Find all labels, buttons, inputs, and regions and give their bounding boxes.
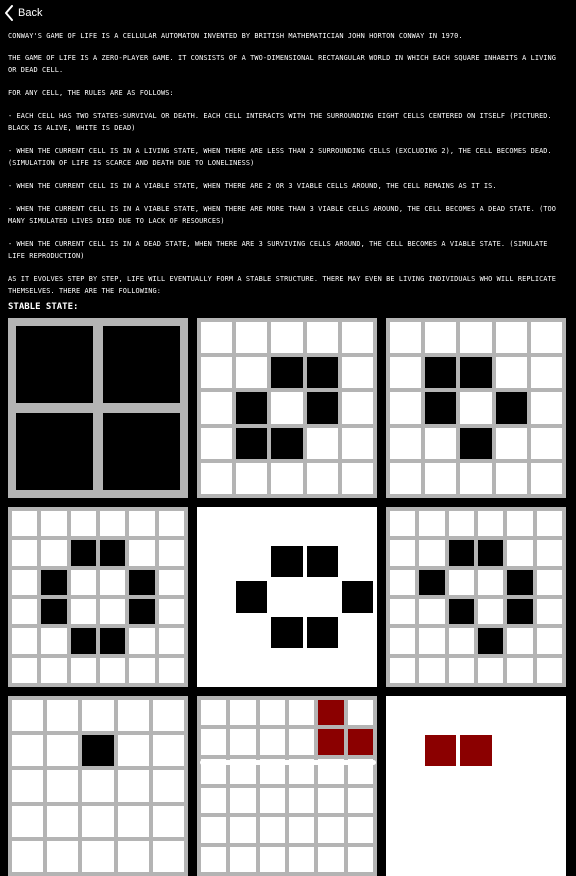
dead-cell	[496, 841, 527, 872]
dead-cell	[129, 628, 154, 653]
dead-cell	[159, 628, 184, 653]
dead-cell	[260, 729, 285, 754]
dead-cell	[289, 847, 314, 872]
dead-cell	[507, 658, 532, 683]
section-heading-stable: STABLE STATE:	[8, 302, 79, 312]
dead-cell	[390, 806, 421, 837]
dead-cell	[342, 652, 373, 683]
pattern-card-boat-1[interactable]	[197, 318, 377, 498]
dead-cell	[12, 511, 37, 536]
highlight-cell	[318, 729, 343, 754]
alive-cell	[271, 546, 302, 577]
alive-cell	[103, 326, 180, 403]
dead-cell	[348, 788, 373, 813]
dead-cell	[153, 770, 184, 801]
dead-cell	[12, 841, 43, 872]
pattern-card-block[interactable]	[8, 318, 188, 498]
pattern-card-loaf[interactable]	[386, 507, 566, 687]
dead-cell	[460, 770, 491, 801]
dead-cell	[82, 770, 113, 801]
alive-cell	[307, 546, 338, 577]
cell-grid	[386, 507, 566, 687]
paragraph-rule-overcrowd: - WHEN THE CURRENT CELL IS IN A VIABLE STATE, WHEN THERE ARE MORE THAN 3 VIABLE CELLS AROUND, THE CELL BECOMES A DEAD STATE. (TOO MANY SIMULATED LIVES DIED DUE TO LACK OF RESOURCES)	[8, 205, 561, 225]
dead-cell	[307, 463, 338, 494]
dead-cell	[71, 570, 96, 595]
dead-cell	[348, 847, 373, 872]
dead-cell	[390, 658, 415, 683]
dead-cell	[12, 540, 37, 565]
dead-cell	[236, 463, 267, 494]
dead-cell	[531, 806, 562, 837]
dead-cell	[41, 628, 66, 653]
dead-cell	[390, 841, 421, 872]
dead-cell	[390, 428, 421, 459]
cell-grid	[8, 696, 188, 876]
alive-cell	[307, 617, 338, 648]
dead-cell	[425, 841, 456, 872]
alive-cell	[41, 599, 66, 624]
dead-cell	[478, 570, 503, 595]
dead-cell	[118, 841, 149, 872]
dead-cell	[230, 847, 255, 872]
dead-cell	[425, 322, 456, 353]
dead-cell	[230, 817, 255, 842]
dead-cell	[390, 628, 415, 653]
top-bar	[0, 0, 576, 26]
dead-cell	[236, 322, 267, 353]
dead-cell	[271, 652, 302, 683]
dead-cell	[260, 788, 285, 813]
dead-cell	[307, 322, 338, 353]
dead-cell	[531, 841, 562, 872]
alive-cell	[342, 581, 373, 612]
dead-cell	[118, 700, 149, 731]
dead-cell	[153, 700, 184, 731]
dead-cell	[531, 428, 562, 459]
dead-cell	[129, 511, 154, 536]
dead-cell	[460, 392, 491, 423]
dead-cell	[12, 735, 43, 766]
dead-cell	[307, 428, 338, 459]
alive-cell	[271, 617, 302, 648]
alive-cell	[236, 581, 267, 612]
dead-cell	[201, 392, 232, 423]
back-button[interactable]	[4, 5, 42, 21]
pattern-card-beehive[interactable]	[197, 507, 377, 687]
dead-cell	[289, 700, 314, 725]
paragraph-evolution: AS IT EVOLVES STEP BY STEP, LIFE WILL EVENTUALLY FORM A STABLE STRUCTURE. THERE MAY EVEN BE LIVING INDIVIDUALS WHO WILL REPLICATE THEMSELVES. THERE ARE THE FOLLOWING:	[8, 275, 561, 295]
dead-cell	[390, 570, 415, 595]
dead-cell	[425, 806, 456, 837]
alive-cell	[271, 357, 302, 388]
dead-cell	[496, 463, 527, 494]
dead-cell	[201, 817, 226, 842]
dead-cell	[159, 570, 184, 595]
dead-cell	[419, 511, 444, 536]
dead-cell	[425, 463, 456, 494]
dead-cell	[496, 700, 527, 731]
dead-cell	[153, 806, 184, 837]
alive-cell	[16, 413, 93, 490]
dead-cell	[289, 788, 314, 813]
dead-cell	[348, 700, 373, 725]
pattern-card-partial-3[interactable]	[386, 696, 566, 876]
dead-cell	[12, 806, 43, 837]
cell-grid	[197, 507, 377, 687]
paragraph-rule-loneliness: - WHEN THE CURRENT CELL IS IN A LIVING STATE, WHEN THERE ARE LESS THAN 2 SURROUNDING CELLS (EXCLUDING 2), THE CELL BECOMES DEAD. (SIMULATION OF LIFE IS SCARCE AND DEATH DUE TO LONELINESS)	[8, 147, 557, 167]
cell-grid	[197, 696, 377, 876]
dead-cell	[531, 357, 562, 388]
dead-cell	[449, 658, 474, 683]
dead-cell	[100, 511, 125, 536]
alive-cell	[460, 428, 491, 459]
alive-cell	[16, 326, 93, 403]
dead-cell	[342, 511, 373, 542]
paragraph-rules-intro: FOR ANY CELL, THE RULES ARE AS FOLLOWS:	[8, 89, 174, 97]
alive-cell	[419, 570, 444, 595]
dead-cell	[153, 735, 184, 766]
dead-cell	[419, 599, 444, 624]
alive-cell	[449, 540, 474, 565]
pattern-gallery	[8, 318, 568, 876]
dead-cell	[236, 357, 267, 388]
dead-cell	[449, 570, 474, 595]
highlight-cell	[348, 729, 373, 754]
dead-cell	[342, 428, 373, 459]
dead-cell	[271, 463, 302, 494]
dead-cell	[201, 617, 232, 648]
alive-cell	[236, 392, 267, 423]
dead-cell	[537, 658, 562, 683]
dead-cell	[201, 700, 226, 725]
dead-cell	[12, 700, 43, 731]
dead-cell	[201, 463, 232, 494]
pattern-card-tub[interactable]	[386, 318, 566, 498]
dead-cell	[390, 599, 415, 624]
alive-cell	[82, 735, 113, 766]
dead-cell	[537, 599, 562, 624]
dead-cell	[236, 546, 267, 577]
alive-cell	[507, 599, 532, 624]
dead-cell	[82, 841, 113, 872]
dead-cell	[419, 628, 444, 653]
dead-cell	[260, 817, 285, 842]
dead-cell	[71, 658, 96, 683]
dead-cell	[201, 847, 226, 872]
paragraph-rule-states: - EACH CELL HAS TWO STATES-SURVIVAL OR DEATH. EACH CELL INTERACTS WITH THE SURROUNDING EIGHT CELLS CENTERED ON ITSELF (PICTURED. BLACK IS ALIVE, WHITE IS DEAD)	[8, 112, 557, 132]
pattern-card-partial-1[interactable]	[8, 696, 188, 876]
dead-cell	[201, 357, 232, 388]
dead-cell	[260, 847, 285, 872]
alive-cell	[460, 357, 491, 388]
dead-cell	[531, 392, 562, 423]
dead-cell	[496, 735, 527, 766]
dead-cell	[390, 700, 421, 731]
dead-cell	[201, 511, 232, 542]
dead-cell	[82, 806, 113, 837]
dead-cell	[390, 392, 421, 423]
dead-cell	[271, 511, 302, 542]
dead-cell	[47, 735, 78, 766]
dead-cell	[271, 322, 302, 353]
dead-cell	[71, 511, 96, 536]
dead-cell	[129, 540, 154, 565]
dead-cell	[100, 658, 125, 683]
dead-cell	[201, 581, 232, 612]
dead-cell	[507, 540, 532, 565]
paragraph-rule-reproduce: - WHEN THE CURRENT CELL IS IN A DEAD STATE, WHEN THERE ARE 3 SURVIVING CELLS AROUND, THE CELL BECOMES A VIABLE STATE. (SIMULATE LIFE REPRODUCTION)	[8, 240, 552, 260]
dead-cell	[129, 658, 154, 683]
alive-cell	[478, 540, 503, 565]
alive-cell	[236, 428, 267, 459]
dead-cell	[236, 511, 267, 542]
dead-cell	[342, 546, 373, 577]
dead-cell	[390, 735, 421, 766]
dead-cell	[496, 322, 527, 353]
pattern-card-partial-2[interactable]	[197, 696, 377, 876]
dead-cell	[289, 729, 314, 754]
dead-cell	[100, 570, 125, 595]
alive-cell	[449, 599, 474, 624]
dead-cell	[478, 599, 503, 624]
alive-cell	[129, 599, 154, 624]
dead-cell	[12, 628, 37, 653]
dead-cell	[153, 841, 184, 872]
dead-cell	[537, 570, 562, 595]
dead-cell	[230, 729, 255, 754]
alive-cell	[496, 392, 527, 423]
alive-cell	[307, 392, 338, 423]
alive-cell	[103, 413, 180, 490]
dead-cell	[496, 806, 527, 837]
dead-cell	[307, 652, 338, 683]
dead-cell	[307, 581, 338, 612]
alive-cell	[129, 570, 154, 595]
alive-cell	[307, 357, 338, 388]
dead-cell	[419, 540, 444, 565]
dead-cell	[47, 806, 78, 837]
dead-cell	[449, 628, 474, 653]
dead-cell	[460, 322, 491, 353]
dead-cell	[12, 599, 37, 624]
alive-cell	[425, 357, 456, 388]
alive-cell	[100, 540, 125, 565]
dead-cell	[460, 700, 491, 731]
dead-cell	[449, 511, 474, 536]
dead-cell	[531, 735, 562, 766]
cell-grid	[197, 318, 377, 498]
dead-cell	[289, 817, 314, 842]
dead-cell	[41, 511, 66, 536]
dead-cell	[537, 511, 562, 536]
dead-cell	[318, 817, 343, 842]
dead-cell	[271, 581, 302, 612]
dead-cell	[201, 652, 232, 683]
dead-cell	[307, 511, 338, 542]
dead-cell	[159, 511, 184, 536]
dead-cell	[531, 463, 562, 494]
dead-cell	[12, 770, 43, 801]
highlight-cell	[318, 700, 343, 725]
dead-cell	[460, 463, 491, 494]
dead-cell	[159, 540, 184, 565]
dead-cell	[390, 770, 421, 801]
highlight-cell	[425, 735, 456, 766]
dead-cell	[507, 628, 532, 653]
dead-cell	[159, 599, 184, 624]
dead-cell	[271, 392, 302, 423]
dead-cell	[342, 463, 373, 494]
cell-grid	[8, 318, 188, 498]
dead-cell	[390, 540, 415, 565]
dead-cell	[230, 788, 255, 813]
pattern-card-loaf-big[interactable]	[8, 507, 188, 687]
dead-cell	[342, 357, 373, 388]
chevron-left-icon	[4, 5, 14, 21]
alive-cell	[100, 628, 125, 653]
alive-cell	[425, 392, 456, 423]
alive-cell	[271, 428, 302, 459]
dead-cell	[390, 511, 415, 536]
highlight-cell	[460, 735, 491, 766]
dead-cell	[201, 788, 226, 813]
dead-cell	[260, 700, 285, 725]
alive-cell	[71, 628, 96, 653]
dead-cell	[425, 770, 456, 801]
dead-cell	[100, 599, 125, 624]
dead-cell	[236, 652, 267, 683]
dead-cell	[531, 322, 562, 353]
dead-cell	[201, 546, 232, 577]
dead-cell	[230, 700, 255, 725]
dead-cell	[419, 658, 444, 683]
dead-cell	[537, 540, 562, 565]
cell-grid	[386, 318, 566, 498]
dead-cell	[12, 658, 37, 683]
paragraph-zero-player: THE GAME OF LIFE IS A ZERO-PLAYER GAME. IT CONSISTS OF A TWO-DIMENSIONAL RECTANGULAR WORLD IN WHICH EACH SQUARE INHABITS A LIVING OR DEAD CELL.	[8, 54, 561, 74]
dead-cell	[342, 392, 373, 423]
cell-grid	[386, 696, 566, 876]
dead-cell	[236, 617, 267, 648]
home-indicator	[200, 760, 376, 765]
dead-cell	[12, 570, 37, 595]
alive-cell	[71, 540, 96, 565]
dead-cell	[342, 322, 373, 353]
dead-cell	[390, 463, 421, 494]
alive-cell	[507, 570, 532, 595]
alive-cell	[41, 570, 66, 595]
dead-cell	[71, 599, 96, 624]
dead-cell	[118, 770, 149, 801]
dead-cell	[318, 788, 343, 813]
dead-cell	[390, 357, 421, 388]
dead-cell	[318, 847, 343, 872]
dead-cell	[41, 540, 66, 565]
alive-cell	[478, 628, 503, 653]
dead-cell	[159, 658, 184, 683]
dead-cell	[47, 700, 78, 731]
dead-cell	[47, 770, 78, 801]
paragraph-rule-survive: - WHEN THE CURRENT CELL IS IN A VIABLE STATE, WHEN THERE ARE 2 OR 3 VIABLE CELLS AROUND, THE CELL REMAINS AS IT IS.	[8, 182, 497, 190]
dead-cell	[118, 806, 149, 837]
dead-cell	[425, 700, 456, 731]
dead-cell	[47, 841, 78, 872]
dead-cell	[478, 511, 503, 536]
dead-cell	[531, 700, 562, 731]
dead-cell	[348, 817, 373, 842]
dead-cell	[118, 735, 149, 766]
dead-cell	[390, 322, 421, 353]
dead-cell	[496, 770, 527, 801]
dead-cell	[201, 729, 226, 754]
dead-cell	[82, 700, 113, 731]
dead-cell	[460, 806, 491, 837]
cell-grid	[8, 507, 188, 687]
dead-cell	[478, 658, 503, 683]
paragraph-intro: CONWAY'S GAME OF LIFE IS A CELLULAR AUTOMATON INVENTED BY BRITISH MATHEMATICIAN JOHN HORTON CONWAY IN 1970.	[8, 32, 463, 40]
dead-cell	[201, 428, 232, 459]
dead-cell	[507, 511, 532, 536]
dead-cell	[537, 628, 562, 653]
dead-cell	[496, 428, 527, 459]
back-label: Back	[18, 7, 43, 19]
dead-cell	[342, 617, 373, 648]
dead-cell	[201, 322, 232, 353]
dead-cell	[531, 770, 562, 801]
dead-cell	[41, 658, 66, 683]
dead-cell	[496, 357, 527, 388]
dead-cell	[460, 841, 491, 872]
rules-content	[0, 26, 576, 312]
dead-cell	[425, 428, 456, 459]
